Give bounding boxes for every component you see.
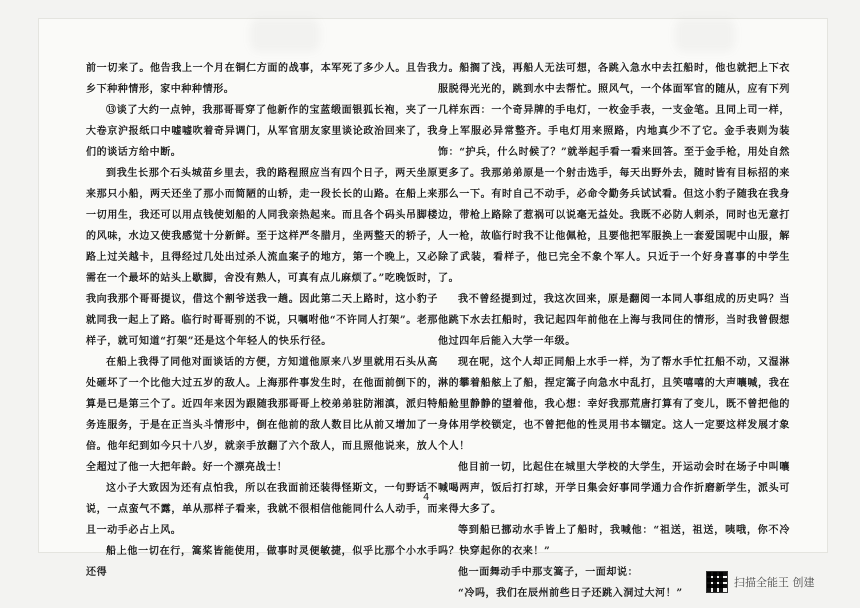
right-paragraph-4: 他目前一切，比起住在城里大学校的大学生，开运动会时在场子中叫嚷喊喝两声，饭后打打球，开学日集会好事同学通力合作折磨新学生，派头可来得大多了。 xyxy=(438,462,790,515)
left-text-column xyxy=(86,58,438,583)
left-paragraph-2: ⑬谈了大约一点钟，我那哥哥穿了他新作的宝蓝缎面银狐长袍，夹了一大卷京沪报纸口中嘘嘘吹着奇异调门，从军官朋友家里谈论政治回来了，我们的谈话方给中断。 xyxy=(86,105,438,158)
scanner-watermark xyxy=(706,571,815,593)
qr-code-icon xyxy=(706,571,728,593)
right-paragraph-7: “冷吗，我们在辰州前些日子还跳入洞过大河！” xyxy=(458,588,683,599)
left-paragraph-6: 船上他一切在行，篙桨皆能使用，做事时灵便敏捷，似乎比那个小水手还得 xyxy=(86,546,438,578)
right-text-column xyxy=(438,58,790,604)
left-paragraph-5: 这小子大致因为还有点怕我，所以在我面前还装得怪斯文，一句野话不说，一点蛮气不露，单从那样子看来，我就不很相信他能同什么人动手，而且一动手必占上风。 xyxy=(86,483,438,536)
page-number: 4 xyxy=(423,492,430,503)
right-paragraph-5: 等到船已挪动水手皆上了船时，我喊他：“祖送，祖送，咦哦，你不冷吗？快穿起你的衣来！” xyxy=(438,525,790,557)
right-paragraph-1: 力。船搁了浅，再船人无法可想，各跳入急水中去扛船时，他也就把上下衣服脱得光光的，跳到水中去帮忙。照风气，一个体面军官的随从，应有下列几样东西：一个奇异牌的手电灯，一枚金手表，一支金笔。且同上司一样，身上军服必异常整齐。手电灯用来照路，内地真少不了它。金手表则为装饰：“护兵，什么时候了？”就举起手看一看来回答。至于金手枪，用处自然更多了。我那弟弟原是一个射击选手，每天出野外去，随时皆有目标招的来那么一下。有时自己不动手，必命令勤务兵试试看。但这小豹子随我在我身边，带枪上路除了惹祸可以说毫无益处。我既不必防人刺杀，同时也无意打人一枪，故临行时我不让他佩枪，且要他把军服换上一套爱国呢中山服，解除了武装，看样子，他已完全不象个军人。只近于一个好身喜事的中学生了。 xyxy=(438,63,790,284)
top-scan-smudge-right xyxy=(675,18,735,52)
left-paragraph-3: 到我生长那个石头城苗乡里去，我的路程照应当有四个日子，两天坐原来那只小船，两天还坐了那小而简陋的山轿，走一段长长的山路。在船上来一切用生，我还可以用点钱使划船的人同我亲热起来。而且各个码头吊脚楼的风味，水边又使我感觉十分新鲜。至于这样严冬腊月，坐两整天的轿子，路上过关越卡，且得经过几处出过杀人流血案子的地方，第一个晚上，又必需在一个最坏的站头上歇脚，舍没有熟人，可真有点儿麻烦了。”吃晚饭时，我向我那个哥哥提议，借这个割爷送我一趟。因此第二天上路时，这小豹子就同我一起上了路。临行时哥哥别的不说，只嘱咐他“不许同人打架”。老那样子，就可知道“打架”还是这个年轻人的快乐行径。 xyxy=(86,168,438,347)
right-paragraph-3: 现在呢，这个人却正同船上水手一样，为了帮水手忙扛船不动，又湿淋淋的攀着船舷上了船，捏定篙子向急水中乱打，且笑嘻嘻的大声嚷喊，我在船舱里静静的望着他，我心想：幸好我那荒唐打算有了变儿，既不曾把他的身体用学校锁定，也不曾把他的性灵用书本锢定。这人一定要这样发展才象个人！ xyxy=(438,357,790,452)
left-paragraph-1: 前一切来了。他告我上一个月在铜仁方面的战事，本军死了多少人。且告我乡下种种情形，家中种种情形。 xyxy=(86,63,438,95)
watermark-label: 扫描全能王 创建 xyxy=(734,576,815,589)
left-paragraph-4: 在船上我得了同他对面谈话的方便，方知道他原来八岁里就用石头从高处砸坏了一个比他大过五岁的敌人。上海那件事发生时，在他面前倒下的，算是已是第三个了。近四年来因为跟随我那哥哥上校弟弟驻防湘滇，派归特务连服务，于是在正当头斗情形中，倒在他前的敌人数目比从前又增加了一倍。他年纪到如今只十八岁，就亲手放翻了六个敌人，而且照他说来，放人全超过了他一大把年龄。好一个漂亮战士！ xyxy=(86,357,438,473)
top-scan-smudge-left xyxy=(250,18,320,52)
right-paragraph-6: 他一面舞动手中那支篙子，一面却说： xyxy=(458,567,639,578)
right-paragraph-2: 我不曾经提到过，我这次回来，原是翻阅一本同人事组成的历史吗？当他跳下水去扛船时，我记起四年前他在上海与我同住的情形，当时我曾假想他过四年后能入大学一年级。 xyxy=(438,294,790,347)
